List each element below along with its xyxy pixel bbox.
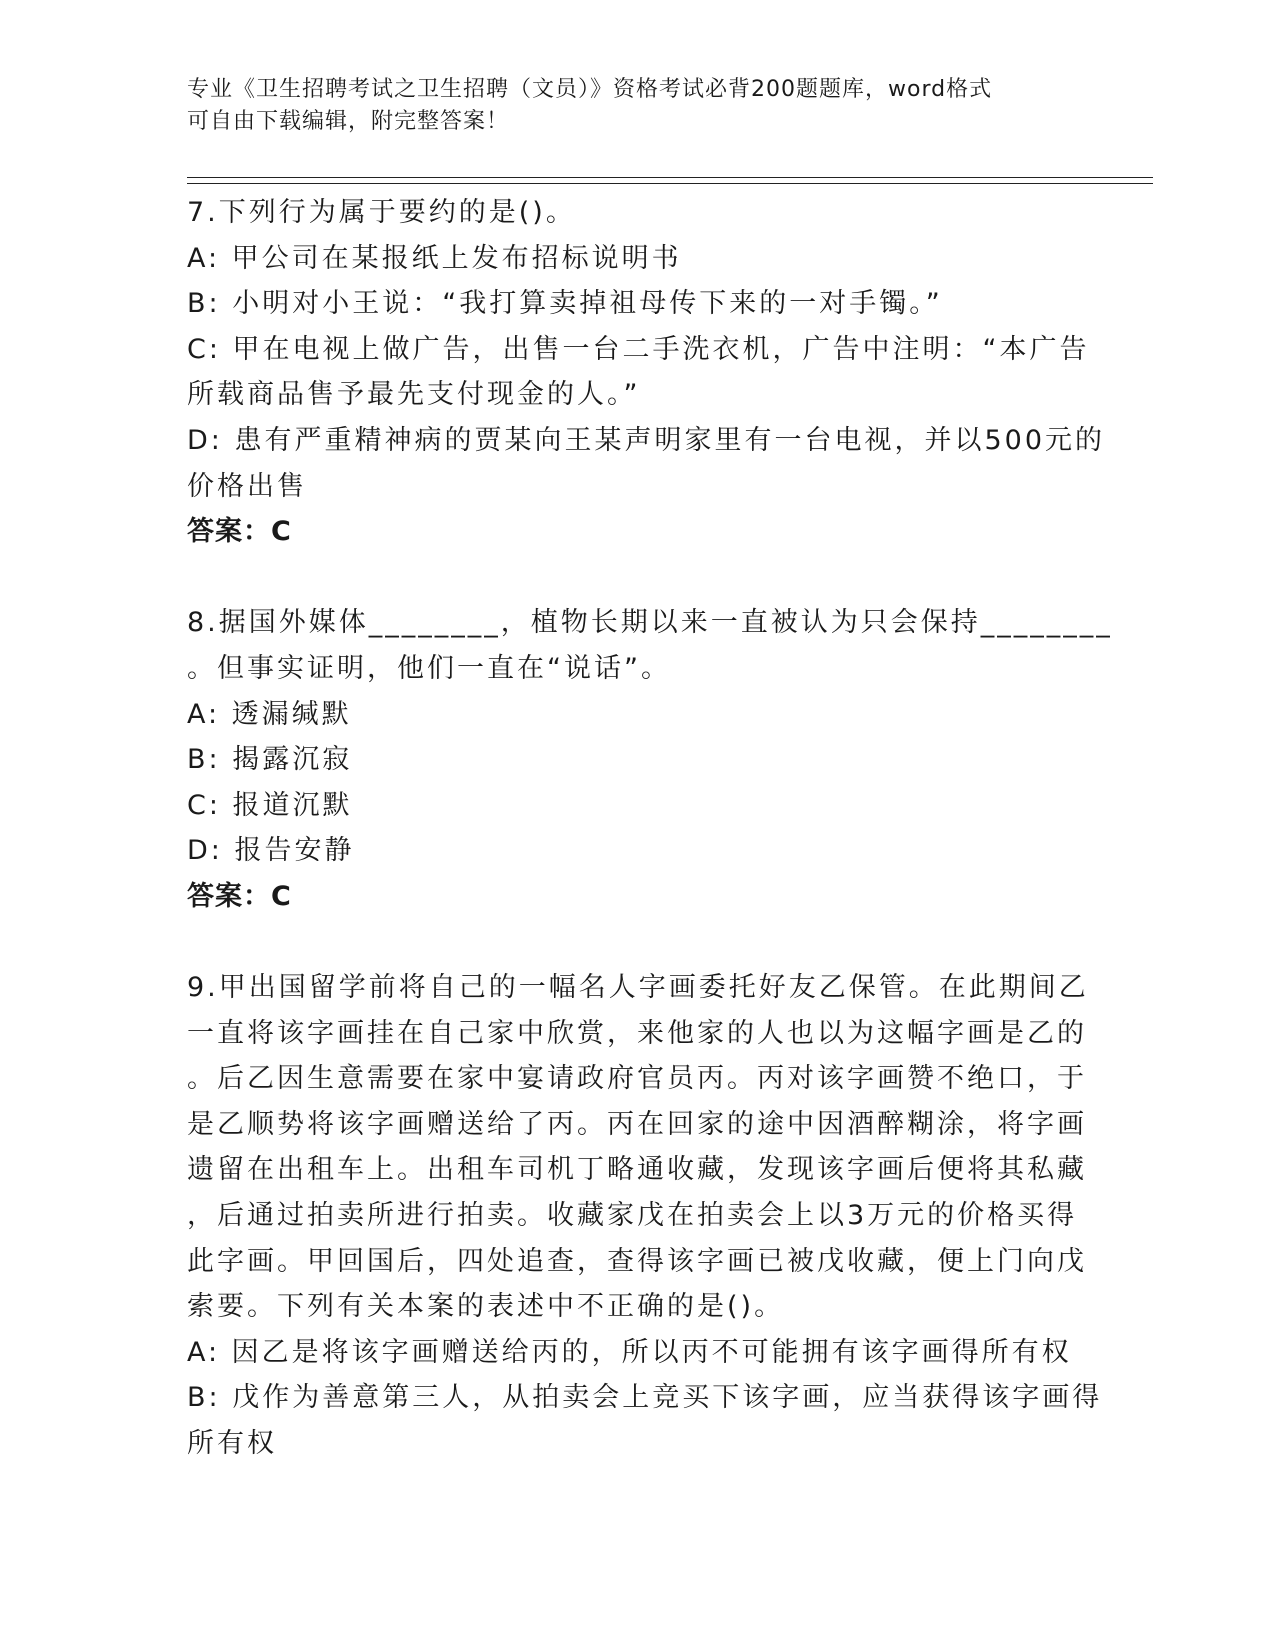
- question-stem-continued: 索要。下列有关本案的表述中不正确的是()。: [187, 1291, 785, 1323]
- header-line-2: 可自由下载编辑，附完整答案！: [187, 109, 510, 134]
- option-d: D: 患有严重精神病的贾某向王某声明家里有一台电视，并以500元的: [187, 424, 1106, 456]
- question-stem: 8.据国外媒体________，植物长期以来一直被认为只会保持________: [187, 607, 1113, 639]
- answer-line: 答案：C: [187, 880, 292, 912]
- header-divider-bottom: [187, 183, 1153, 184]
- document-header: [187, 74, 1087, 138]
- question-list: [187, 190, 1113, 1467]
- question-stem-continued: 遗留在出租车上。出租车司机丁略通收藏，发现该字画后便将其私藏: [187, 1154, 1087, 1186]
- question-stem-continued: ，后通过拍卖所进行拍卖。收藏家戊在拍卖会上以3万元的价格买得: [187, 1200, 1078, 1232]
- option-c-continued: 所载商品售予最先支付现金的人。”: [187, 379, 641, 411]
- header-line-1: 专业《卫生招聘考试之卫生招聘（文员）》资格考试必背200题题库，word格式: [187, 77, 993, 102]
- question-stem-continued: 此字画。甲回国后，四处追查，查得该字画已被戊收藏，便上门向戊: [187, 1245, 1087, 1277]
- option-b: B: 揭露沉寂: [187, 744, 353, 776]
- spacer: [187, 555, 1067, 601]
- option-b: B: 小明对小王说：“我打算卖掉祖母传下来的一对手镯。”: [187, 288, 943, 320]
- option-a: A: 因乙是将该字画赠送给丙的，所以丙不可能拥有该字画得所有权: [187, 1336, 1072, 1368]
- option-d-continued: 价格出售: [187, 470, 307, 502]
- option-d: D: 报告安静: [187, 835, 355, 867]
- question-stem-continued: 。后乙因生意需要在家中宴请政府官员丙。丙对该字画赞不绝口，于: [187, 1063, 1087, 1095]
- option-c: C: 甲在电视上做广告，出售一台二手洗衣机，广告中注明：“本广告: [187, 333, 1090, 365]
- spacer: [187, 920, 1067, 966]
- answer-line: 答案：C: [187, 516, 292, 548]
- option-a: A: 透漏缄默: [187, 698, 352, 730]
- option-b-continued: 所有权: [187, 1428, 277, 1460]
- question-9: [187, 965, 1103, 1467]
- question-stem: 9.甲出国留学前将自己的一幅名人字画委托好友乙保管。在此期间乙: [187, 972, 1089, 1004]
- question-stem-continued: 。但事实证明，他们一直在“说话”。: [187, 652, 671, 684]
- question-stem-continued: 是乙顺势将该字画赠送给了丙。丙在回家的途中因酒醉糊涂，将字画: [187, 1108, 1087, 1140]
- question-stem-continued: 一直将该字画挂在自己家中欣赏，来他家的人也以为这幅字画是乙的: [187, 1017, 1087, 1049]
- header-divider-top: [187, 177, 1153, 178]
- option-b: B: 戊作为善意第三人，从拍卖会上竞买下该字画，应当获得该字画得: [187, 1382, 1103, 1414]
- question-8: [187, 600, 1113, 919]
- question-stem: 7.下列行为属于要约的是()。: [187, 197, 576, 228]
- option-c: C: 报道沉默: [187, 789, 353, 821]
- option-a: A: 甲公司在某报纸上发布招标说明书: [187, 242, 682, 274]
- question-7: [187, 190, 1106, 555]
